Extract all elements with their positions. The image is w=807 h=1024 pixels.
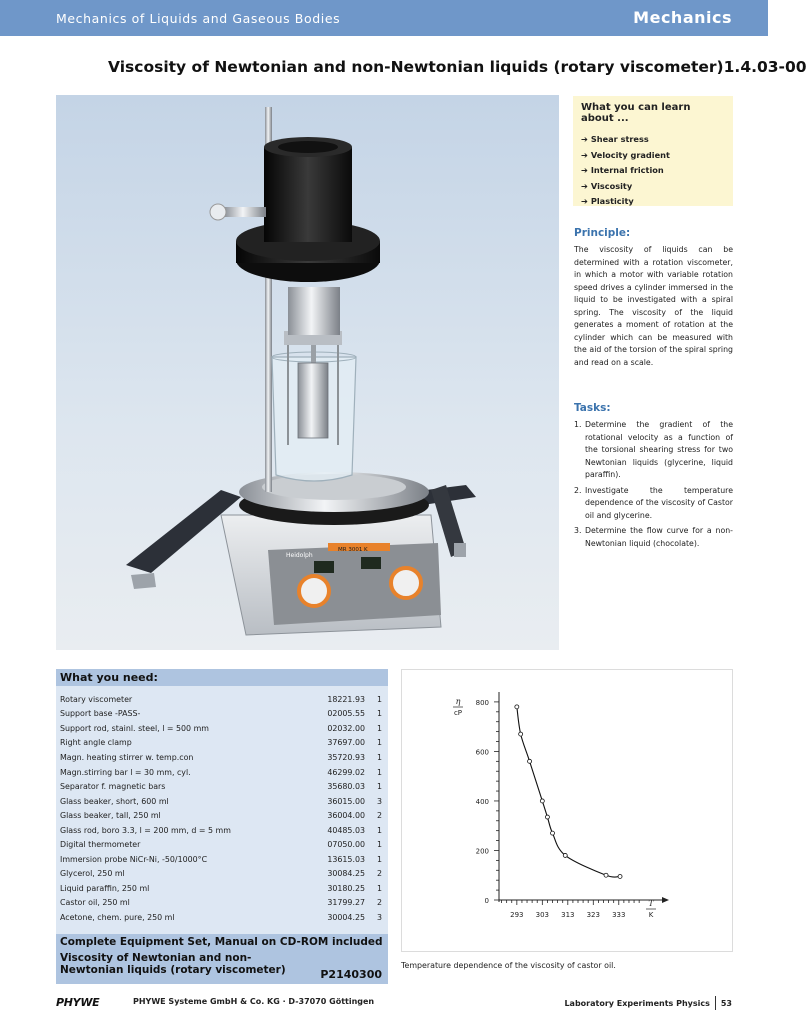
equipment-quantity: 1 [376,782,382,792]
complete-set-box [56,934,388,984]
equipment-order-number: 30180.25 [327,883,365,893]
equipment-name: Right angle clamp [60,738,132,748]
equipment-quantity: 3 [376,912,382,922]
equipment-quantity: 1 [376,767,382,777]
equipment-row [56,707,388,722]
equipment-table [56,692,388,925]
learn-box [573,96,733,206]
data-point [515,705,519,709]
equipment-row [56,823,388,838]
series-line [517,707,620,877]
footer-divider [715,996,716,1010]
equipment-order-number: 35680.03 [327,782,365,792]
equipment-order-number: 40485.03 [327,825,365,835]
equipment-order-number: 18221.93 [327,694,365,704]
footer-series: Laboratory Experiments Physics [564,998,710,1008]
equipment-row [56,808,388,823]
equipment-name: Glycerol, 250 ml [60,869,125,879]
equipment-quantity: 2 [376,811,382,821]
y-tick-label: 0 [484,897,489,905]
page-number: 53 [720,998,732,1008]
brand-label: Heidolph [286,552,313,559]
chart-caption: Temperature dependence of the viscosity of castor oil. [401,961,616,970]
x-axis-label-num: T [648,899,654,908]
equipment-name: Acetone, chem. pure, 250 ml [60,912,175,922]
equipment-order-number: 13615.03 [327,854,365,864]
equipment-order-number: 30084.25 [327,869,365,879]
model-label: MR 3001 K [338,547,368,553]
experiment-code: 1.4.03-00 [723,58,807,76]
principle-text: The viscosity of liquids can be determined with a rotation viscometer, in which a motor with variable rotation speed drives a cylinder immersed in the liquid to be investigated with a spiral spring. The viscosity of the liquid generates a moment of rotation at the cylinder which can be measured with the aid of the torsion of the spiral spring and read on a scale. [574,245,733,367]
equipment-name: Magn. heating stirrer w. temp.con [60,752,194,762]
equipment-name: Rotary viscometer [60,694,133,704]
equipment-order-number: 02005.55 [327,709,365,719]
equipment-row [56,837,388,852]
x-tick-label: 293 [510,911,524,919]
task-item: 3. Determine the flow curve for a non-Newtonian liquid (chocolate). [574,526,733,548]
equipment-row [56,881,388,896]
y-tick-label: 600 [475,748,489,757]
data-point [519,732,523,736]
task-item: 1. Determine the gradient of the rotational velocity as a function of the torsional shearing stress for two Newtonian liquids (glycerine, liquid paraffin). [574,420,733,479]
learn-list [581,132,725,210]
arrow-right-icon: ➔ [581,149,588,160]
equipment-name: Separator f. magnetic bars [60,782,166,792]
data-point [545,815,549,819]
equipment-heading: What you need: [56,669,388,686]
equipment-name: Castor oil, 250 ml [60,898,130,908]
x-axis-arrow [662,897,669,903]
arrow-right-icon: ➔ [581,196,588,206]
equipment-name: Immersion probe NiCr-Ni, -50/1000°C [60,854,208,864]
complete-set-line: Complete Equipment Set, Manual on CD-ROM included [60,936,383,948]
equipment-row [56,852,388,867]
complete-set-title: Viscosity of Newtonian and non-Newtonian liquids (rotary viscometer) [60,952,286,976]
equipment-quantity: 1 [376,854,382,864]
equipment-quantity: 1 [376,694,382,704]
arrow-right-icon: ➔ [581,165,588,175]
experiment-title: Viscosity of Newtonian and non-Newtonian liquids (rotary viscometer) [108,58,724,76]
data-point [540,799,544,803]
section-title: Mechanics of Liquids and Gaseous Bodies [56,11,341,26]
equipment-row [56,794,388,809]
equipment-order-number: 46299.02 [327,767,365,777]
footer-company: PHYWE Systeme GmbH & Co. KG · D-37070 Göttingen [133,997,375,1006]
viscosity-chart [401,669,733,952]
equipment-quantity: 1 [376,709,382,719]
equipment-row [56,867,388,882]
category-title: Mechanics [633,8,732,27]
equipment-order-number: 31799.27 [327,898,365,908]
learn-item: ➔ Viscosity [581,180,633,191]
data-point [528,759,532,763]
principle-heading: Principle: [574,227,631,239]
task-item: 2. Investigate the temperature dependence of the viscosity of Castor oil and glycerine. [574,485,733,520]
equipment-row [56,721,388,736]
complete-set-code: P2140300 [320,968,382,981]
equipment-order-number: 02032.00 [327,723,365,733]
equipment-quantity: 1 [376,825,382,835]
data-point [604,873,608,877]
equipment-name: Magn.stirring bar l = 30 mm, cyl. [60,767,191,777]
x-tick-label: 313 [561,911,575,919]
equipment-order-number: 30004.25 [327,912,365,922]
equipment-quantity: 2 [376,898,382,908]
equipment-row [56,779,388,794]
footer-right [564,996,732,1010]
equipment-name: Support rod, stainl. steel, l = 500 mm [60,723,209,733]
equipment-row [56,736,388,751]
equipment-row [56,896,388,911]
equipment-quantity: 1 [376,738,382,748]
arrow-right-icon: ➔ [581,180,588,191]
equipment-name: Glass beaker, short, 600 ml [60,796,169,806]
equipment-order-number: 36004.00 [327,811,365,821]
equipment-quantity: 3 [376,796,382,806]
equipment-name: Digital thermometer [60,840,141,850]
learn-heading: What you can learn about ... [581,102,691,124]
equipment-name: Liquid paraffin, 250 ml [60,883,150,893]
x-axis-label-unit: K [648,911,654,919]
apparatus-photo [56,95,559,650]
chart-svg [402,670,734,953]
equipment-quantity: 1 [376,883,382,893]
tasks-list [574,419,733,553]
x-tick-label: 333 [612,911,626,919]
learn-item: ➔ Plasticity [581,196,634,206]
equipment-row [56,910,388,925]
equipment-order-number: 37697.00 [327,738,365,748]
arrow-right-icon: ➔ [581,134,588,144]
y-axis-label-num: η [455,697,461,706]
data-point [618,874,622,878]
y-tick-label: 400 [475,797,489,806]
equipment-row [56,765,388,780]
y-axis-label-unit: cP [453,709,463,717]
equipment-quantity: 1 [376,723,382,733]
top-bar [0,0,768,36]
y-tick-label: 800 [475,698,489,707]
equipment-row [56,750,388,765]
equipment-order-number: 36015.00 [327,796,365,806]
y-tick-label: 200 [475,847,489,856]
equipment-quantity: 1 [376,840,382,850]
data-point [551,831,555,835]
equipment-order-number: 07050.00 [327,840,365,850]
equipment-row [56,692,388,707]
equipment-quantity: 2 [376,869,382,879]
learn-item: ➔ Shear stress [581,134,649,144]
equipment-name: Glass rod, boro 3.3, l = 200 mm, d = 5 mm [60,825,231,835]
viscometer-illustration [56,95,559,650]
page-title [108,58,807,76]
learn-item: ➔ Internal friction [581,165,664,175]
x-tick-label: 323 [586,911,600,919]
learn-item: ➔ Velocity gradient [581,149,670,160]
phywe-logo: PHYWE [56,996,100,1009]
equipment-list [56,669,388,956]
equipment-quantity: 1 [376,752,382,762]
equipment-name: Support base -PASS- [60,709,141,719]
equipment-order-number: 35720.93 [327,752,365,762]
tasks-heading: Tasks: [574,402,611,414]
data-point [563,853,567,857]
equipment-name: Glass beaker, tall, 250 ml [60,811,161,821]
x-tick-label: 303 [535,911,550,919]
